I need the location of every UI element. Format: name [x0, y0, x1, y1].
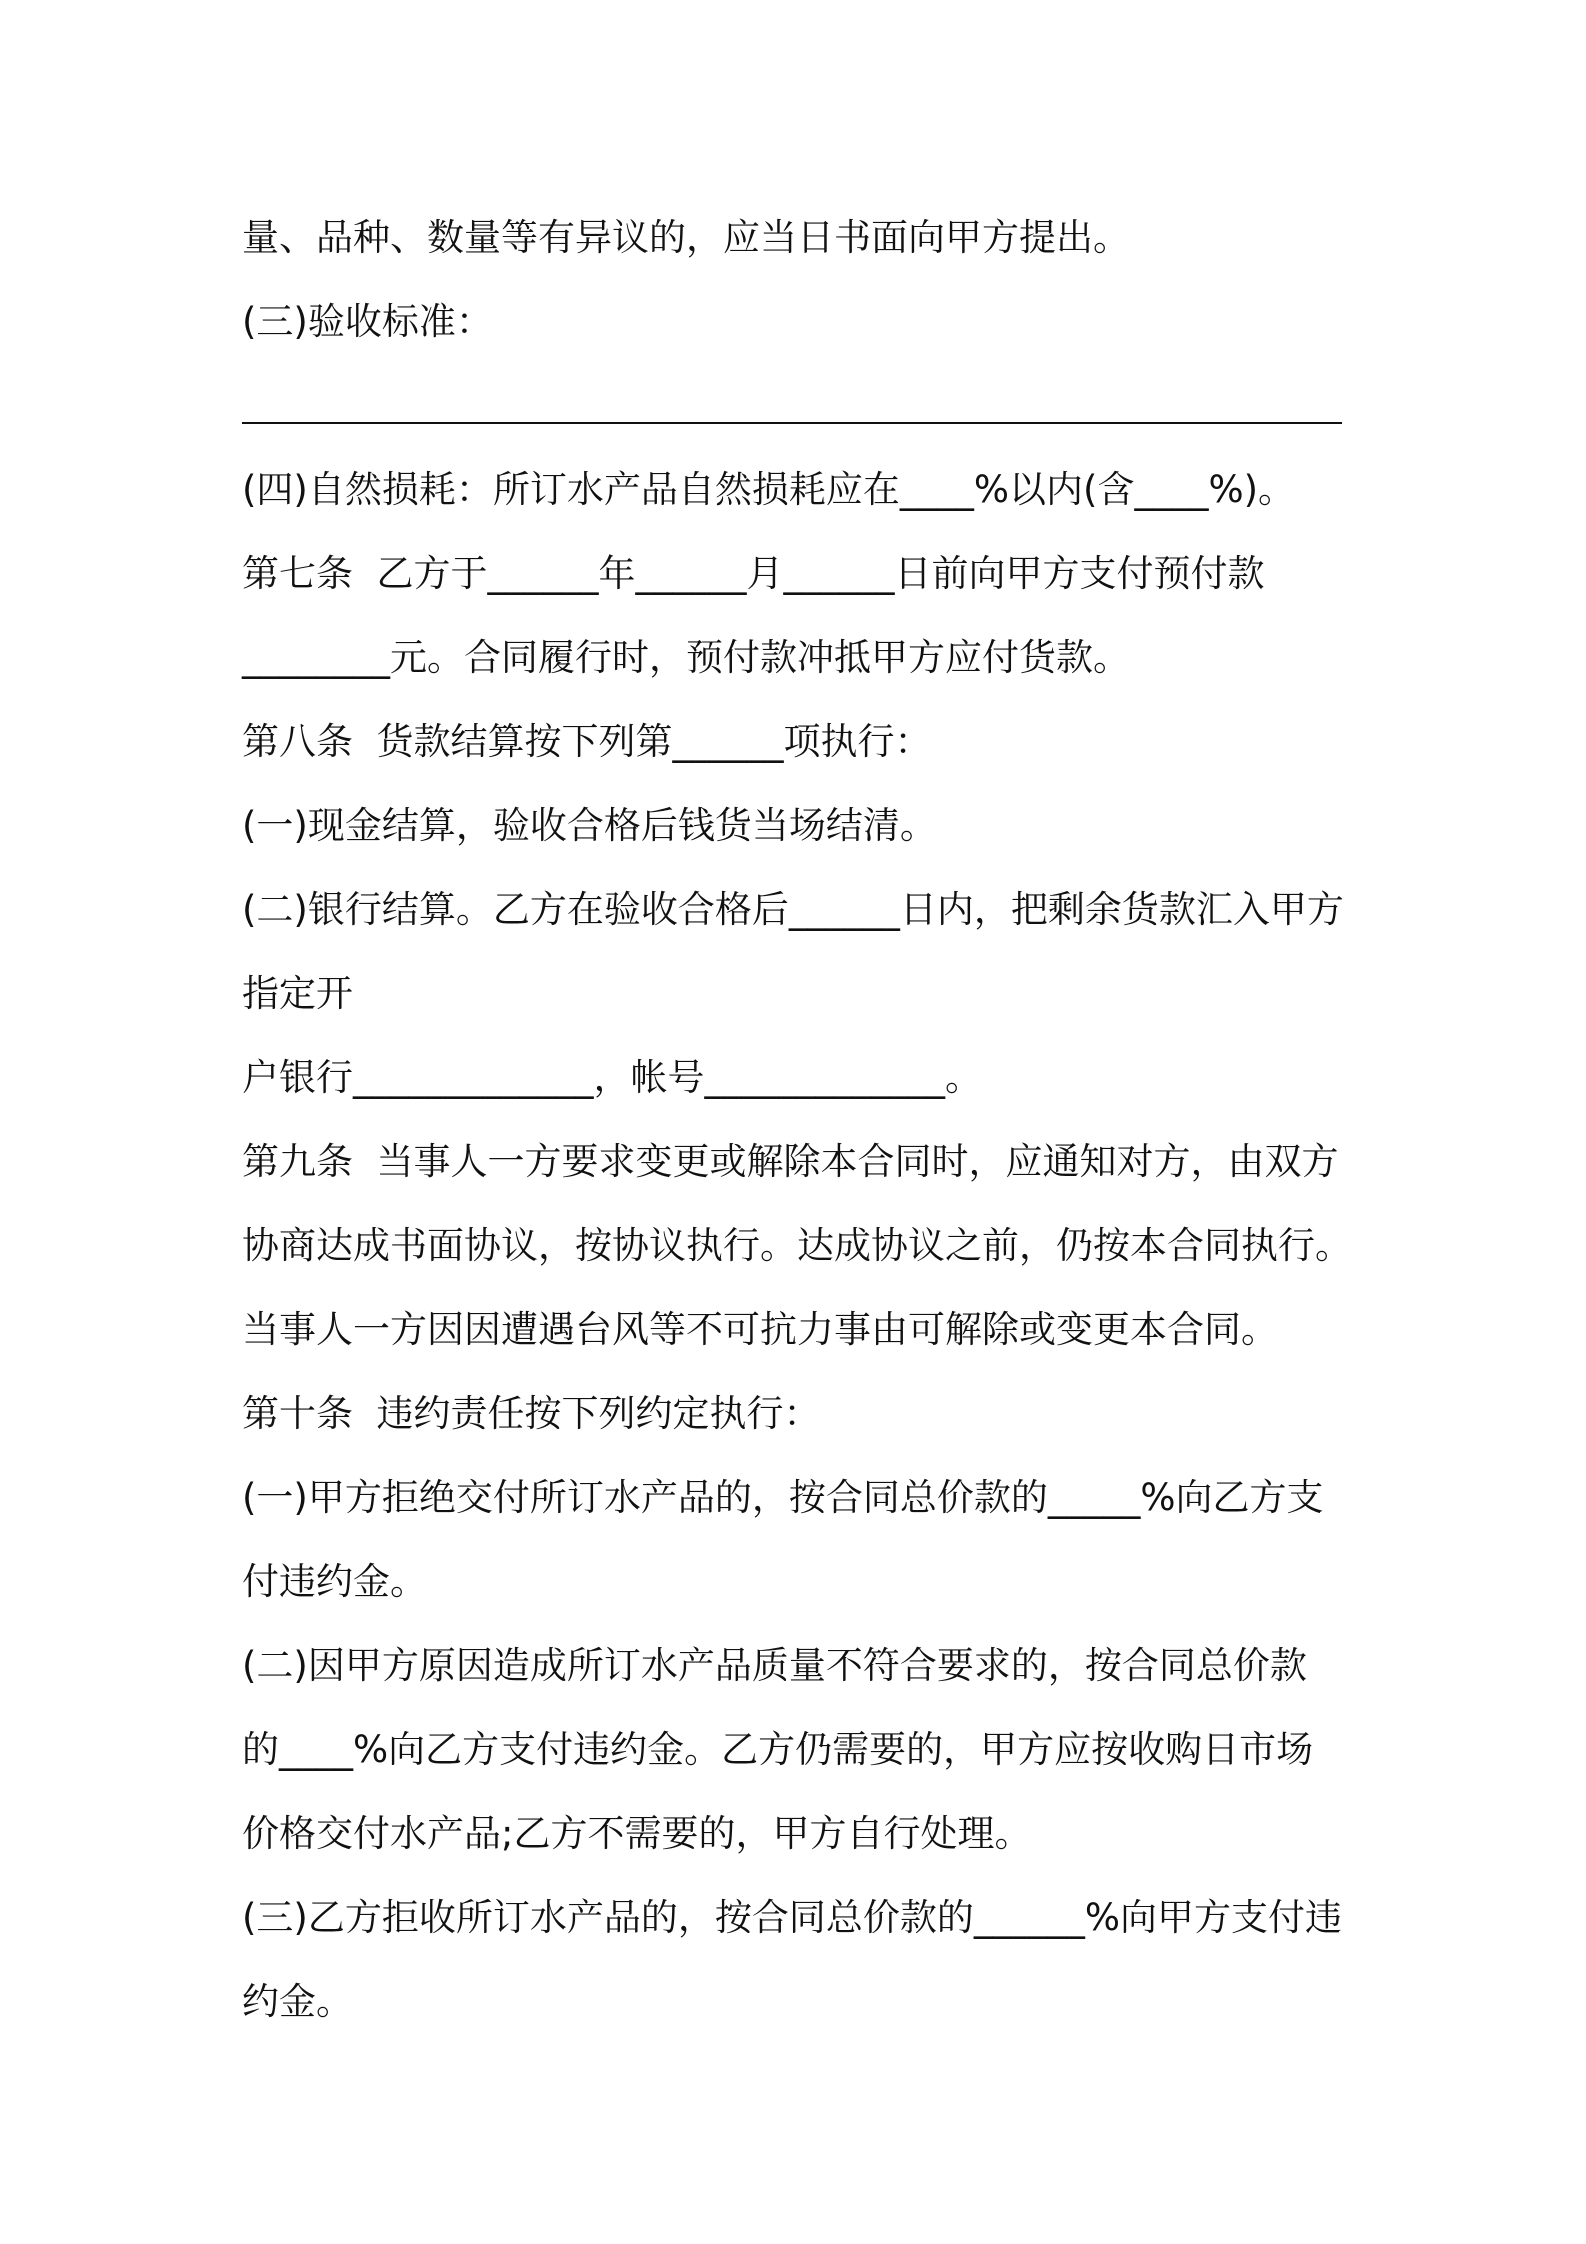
text-line: 价格交付水产品;乙方不需要的，甲方自行处理。: [242, 1812, 1032, 1855]
text-line: (一)甲方拒绝交付所订水产品的，按合同总价款的_____%向乙方支: [242, 1476, 1324, 1519]
text-line: 付违约金。: [242, 1560, 427, 1603]
text-line: (二)因甲方原因造成所订水产品质量不符合要求的，按合同总价款: [242, 1644, 1307, 1687]
acceptance-standard-blank-line: [242, 364, 1362, 448]
text-line: (四)自然损耗：所订水产品自然损耗应在____%以内(含____%)。: [242, 468, 1296, 511]
document-body: [242, 196, 1362, 2044]
text-line: (二)银行结算。乙方在验收合格后______日内，把剩余货款汇入甲方: [242, 888, 1344, 931]
text-line: 量、品种、数量等有异议的，应当日书面向甲方提出。: [242, 216, 1130, 259]
text-line: 协商达成书面协议，按协议执行。达成协议之前，仍按本合同执行。: [242, 1224, 1352, 1267]
section-heading-acceptance-standard: (三)验收标准：: [242, 300, 493, 343]
article-ten: 第十条 违约责任按下列约定执行：: [242, 1392, 821, 1435]
text-line: ________元。合同履行时，预付款冲抵甲方应付货款。: [242, 636, 1130, 679]
text-line: 约金。: [242, 1980, 353, 2023]
article-eight: 第八条 货款结算按下列第______项执行：: [242, 720, 932, 763]
text-line: 户银行_____________，帐号_____________。: [242, 1056, 982, 1099]
article-seven: 第七条 乙方于______年______月______日前向甲方支付预付款: [242, 552, 1265, 595]
text-line: (三)乙方拒收所订水产品的，按合同总价款的______%向甲方支付违: [242, 1896, 1343, 1939]
text-line: 的____%向乙方支付违约金。乙方仍需要的，甲方应按收购日市场: [242, 1728, 1314, 1771]
text-line: (一)现金结算，验收合格后钱货当场结清。: [242, 804, 937, 847]
article-nine: 第九条 当事人一方要求变更或解除本合同时，应通知对方，由双方: [242, 1140, 1339, 1183]
text-line: 当事人一方因因遭遇台风等不可抗力事由可解除或变更本合同。: [242, 1308, 1278, 1351]
text-line: 指定开: [242, 972, 353, 1015]
